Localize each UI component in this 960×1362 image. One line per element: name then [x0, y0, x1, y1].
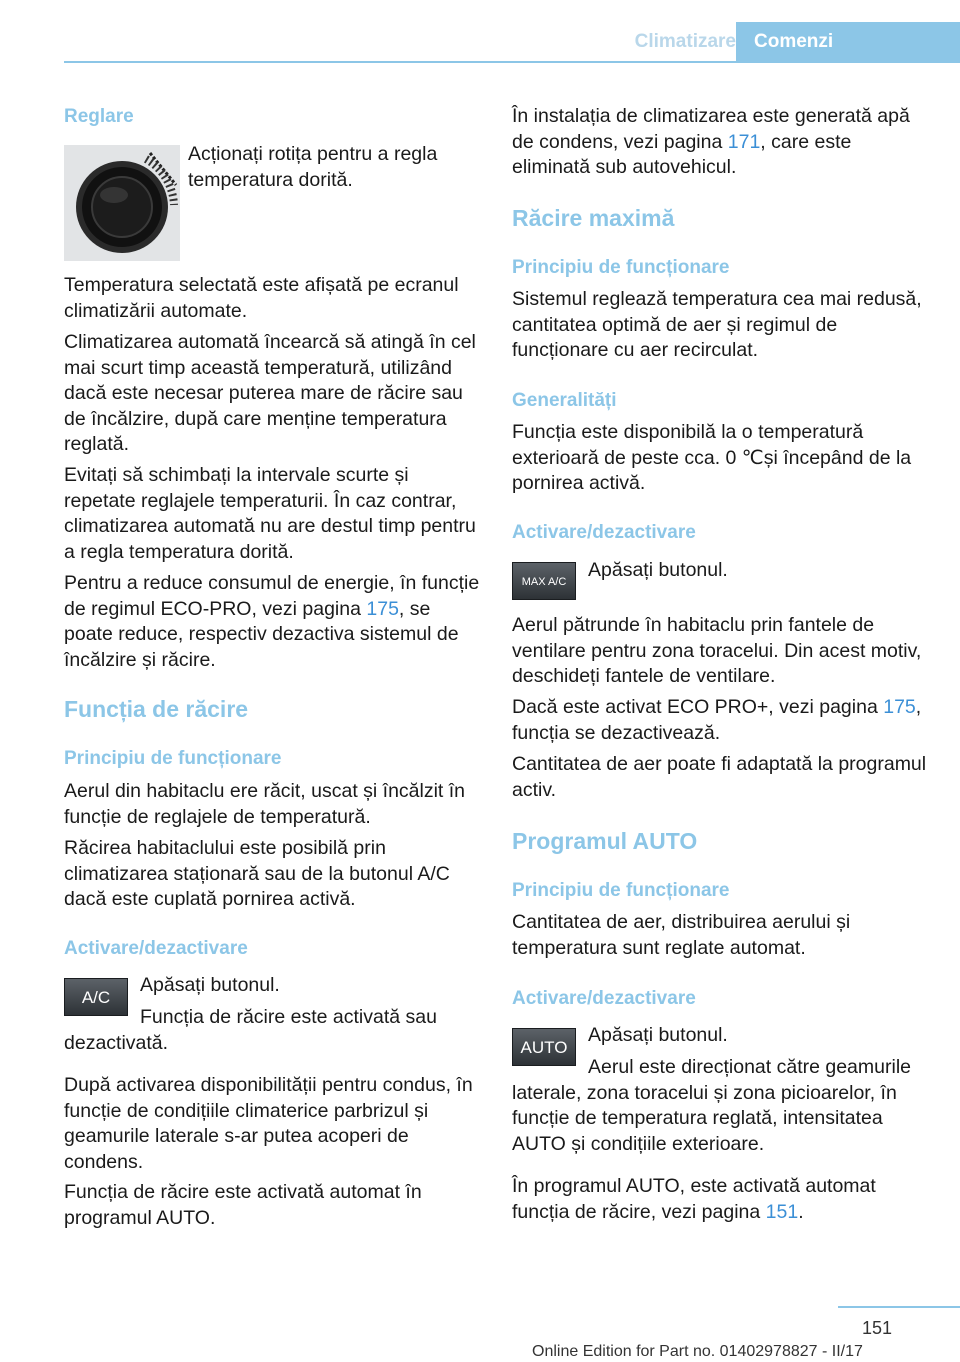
text: În programul AUTO, este activată automat funcția de răcire, vezi pagina [512, 1175, 876, 1223]
auto-button-image: AUTO [512, 1028, 576, 1066]
paragraph: Evitați să schimbați la intervale scurte și repetate reglajele temperaturii. În caz contrar, climatizarea automată nu are destul timp pentru a regla temperatura dorită. [64, 464, 476, 563]
page-link[interactable]: 175 [366, 597, 399, 620]
text: , care este eliminată sub autovehicul. [512, 130, 852, 178]
knob-icon [64, 145, 180, 261]
press-button-text: Apăsați butonul. [588, 559, 728, 581]
paragraph: Sistemul reglează temperatura cea mai redusă, cantitatea optimă de aer și regimul de funcționare cu aer recirculat. [512, 288, 922, 361]
paragraph [512, 695, 932, 746]
activare-heading: Activare/dezactivare [64, 938, 248, 959]
page-link[interactable]: 151 [765, 1200, 799, 1223]
header-rule [64, 61, 960, 63]
generalitati-heading: Generalități [512, 390, 617, 411]
section-tab: Climatizare [634, 31, 736, 52]
edition-label: Online Edition for Part no. 01402978827 - II/17 [532, 1343, 863, 1360]
principiu-heading: Principiu de funcționare [512, 880, 730, 901]
paragraph [512, 104, 932, 181]
paragraph [64, 571, 484, 673]
temperature-knob-image [64, 145, 180, 261]
press-button-text: Apăsați butonul. [588, 1024, 728, 1046]
text: . [798, 1200, 804, 1223]
ac-button-image: A/C [64, 978, 128, 1016]
paragraph [512, 1174, 932, 1225]
paragraph: Aerul din habitaclu ere răcit, uscat și încălzit în funcție de reglajele de temperatură. [64, 780, 466, 828]
text: În instalația de climatizarea este generată apă de condens, vezi pagina [512, 105, 910, 153]
page-link[interactable]: 171 [727, 130, 761, 153]
paragraph: După activarea disponibilității pentru condus, în funcție de condițiile climaterice parbrizul și geamurile laterale s-ar putea acoperi de condens. [64, 1074, 473, 1173]
paragraph: Răcirea habitaclului este posibilă prin climatizarea staționară sau de la butonul A/C dacă este cuplată pornirea activă. [64, 837, 450, 910]
footer-rule [838, 1306, 960, 1308]
maxima-heading: Răcire maximă [512, 205, 675, 231]
paragraph: Funcția de răcire este activată sau dezactivată. [64, 1006, 437, 1054]
max-ac-button-image: MAX A/C [512, 562, 576, 600]
reglare-heading: Reglare [64, 106, 134, 127]
paragraph: Cantitatea de aer, distribuirea aerului și temperatura sunt reglate automat. [512, 911, 851, 959]
page-number: 151 [862, 1318, 893, 1338]
text: Dacă este activat ECO PRO+, vezi pagina [512, 696, 884, 718]
auto-heading: Programul AUTO [512, 828, 698, 854]
racire-heading: Funcția de răcire [64, 696, 249, 722]
activare-heading: Activare/dezactivare [512, 522, 696, 543]
paragraph: Temperatura selectată este afișată pe ecranul climatizării automate. [64, 274, 459, 322]
reglare-instruction: Acționați rotița pentru a regla temperatura dorită. [188, 143, 438, 191]
paragraph: Funcția este disponibilă la o temperatură exterioară de peste cca. 0 ℃și începând de la pornirea activă. [512, 421, 912, 494]
paragraph: Climatizarea automată încearcă să atingă în cel mai scurt timp această temperatură, utilizând dacă este necesar puterea mare de răcire sau de încălzire, după care menține temperatura reglată. [64, 331, 476, 455]
paragraph: Aerul este direcționat către geamurile laterale, zona toracelui și zona picioarelor, în funcție de temperatura reglată, intensitatea AUTO și condițiile exterioare. [512, 1056, 911, 1155]
text: , se poate reduce, respectiv dezactiva sistemul de încălzire și răcire. [64, 597, 459, 671]
paragraph: Funcția de răcire este activată automat în programul AUTO. [64, 1181, 422, 1229]
text: , funcția se dezactivează. [512, 696, 922, 744]
paragraph: Cantitatea de aer poate fi adaptată la programul activ. [512, 753, 927, 801]
text: Pentru a reduce consumul de energie, în funcție de regimul ECO-PRO, vezi pagina [64, 572, 480, 620]
page-link[interactable]: 175 [883, 696, 916, 718]
principiu-heading: Principiu de funcționare [512, 257, 730, 278]
activare-heading: Activare/dezactivare [512, 988, 696, 1009]
press-button-text: Apăsați butonul. [140, 974, 280, 996]
paragraph: Aerul pătrunde în habitaclu prin fantele de ventilare pentru zona toracelui. Din acest motiv, deschideți fantele de ventilare. [512, 614, 922, 687]
principiu-heading: Principiu de funcționare [64, 748, 282, 769]
page-header [0, 0, 960, 62]
chapter-tab: Comenzi [736, 22, 960, 62]
